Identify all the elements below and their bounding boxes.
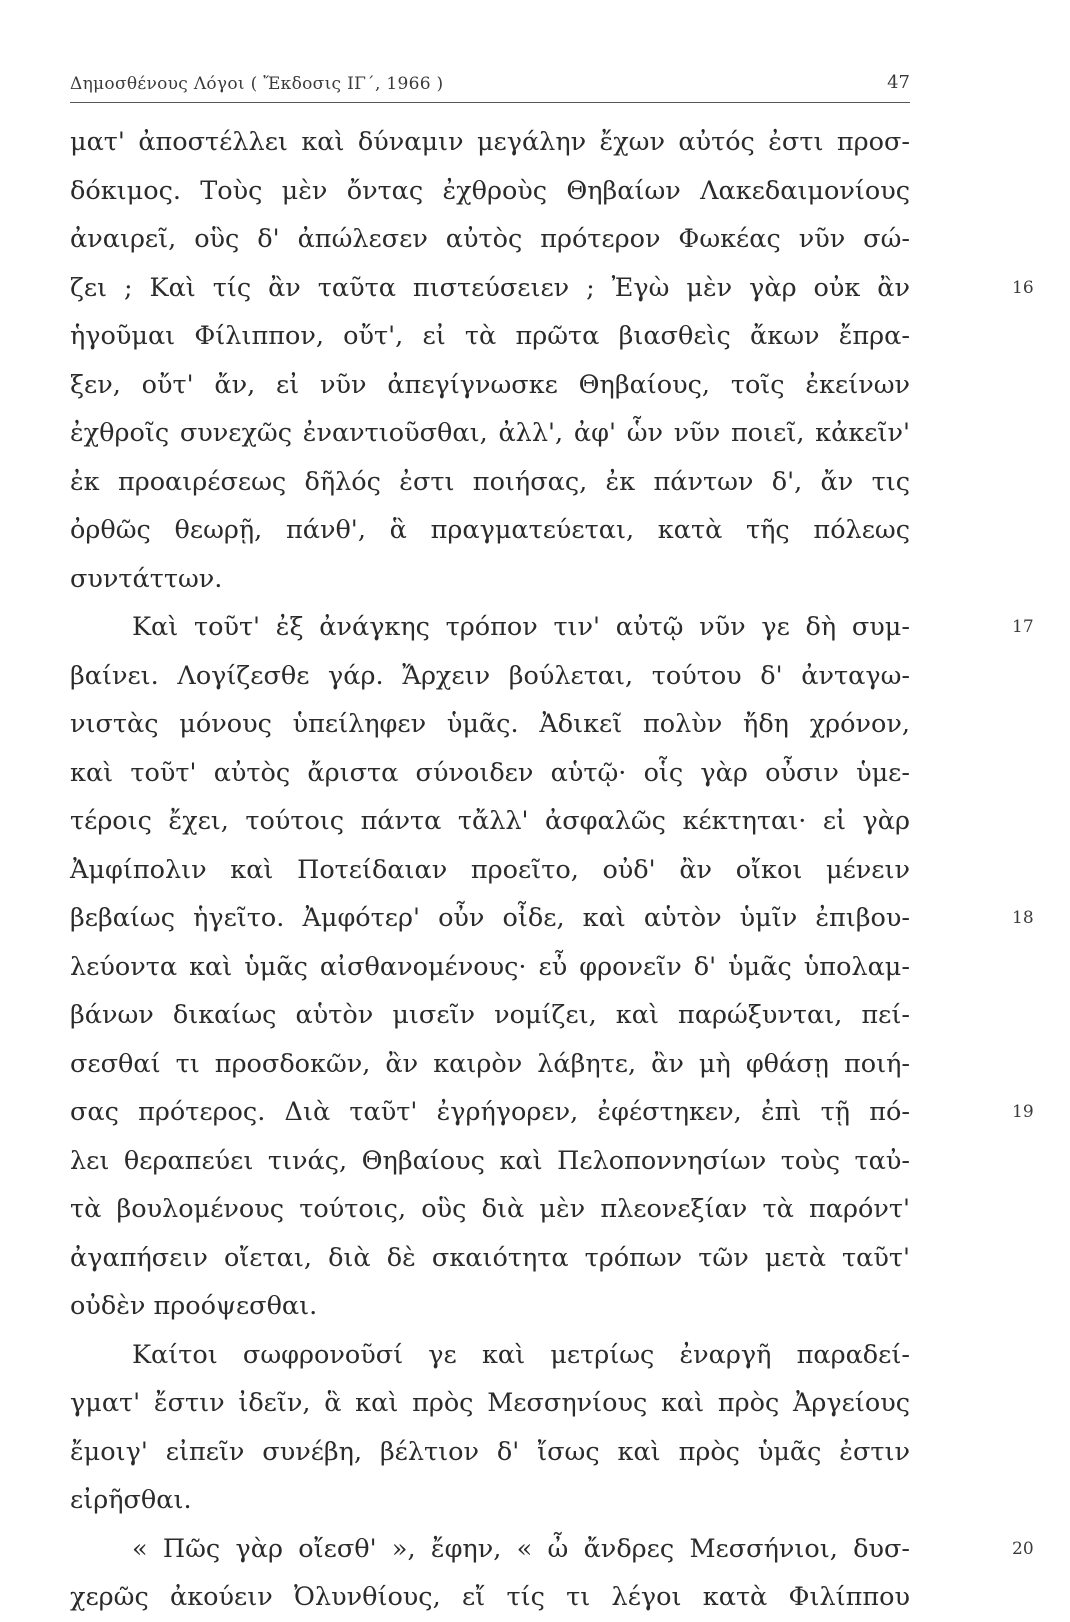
page-number: 47 [887, 72, 910, 93]
section-number: 17 [1012, 617, 1034, 637]
text-line [70, 1185, 910, 1234]
text-line [70, 1137, 910, 1186]
text-line [70, 1040, 910, 1089]
running-header [70, 72, 910, 103]
text-line [70, 215, 910, 264]
text-line-content: τὰ βουλομένους τούτοις, οὓς διὰ μὲν πλεονεξίαν τὰ παρόντ' [70, 1194, 910, 1224]
text-line-content: γματ' ἔστιν ἰδεῖν, ἃ καὶ πρὸς Μεσσηνίους καὶ πρὸς Ἀργείους [70, 1388, 910, 1418]
text-line-content: δόκιμος. Τοὺς μὲν ὄντας ἐχθροὺς Θηβαίων Λακεδαιμονίους [70, 175, 910, 206]
text-line-content: Καίτοι σωφρονοῦσί γε καὶ μετρίως ἐναργῆ παραδεί- [132, 1339, 910, 1370]
text-line-content: βεβαίως ἡγεῖτο. Ἀμφότερ' οὖν οἶδε, καὶ αὑτὸν ὑμῖν ἐπιβου- [70, 903, 910, 933]
text-line [70, 991, 910, 1040]
text-line-content: ζει ; Καὶ τίς ἂν ταῦτα πιστεύσειεν ; Ἐγὼ μὲν γὰρ οὐκ ἂν [70, 272, 910, 303]
text-line [70, 264, 1034, 313]
text-line-content: εἰρῆσθαι. [70, 1485, 192, 1515]
text-line [70, 1525, 1034, 1574]
text-line [70, 1282, 910, 1331]
running-title: Δημοσθένους Λόγοι ( Ἔκδοσις ΙΓ΄, 1966 ) [70, 74, 444, 94]
text-line-content: ξεν, οὔτ' ἄν, εἰ νῦν ἀπεγίγνωσκε Θηβαίους, τοῖς ἐκείνων [70, 369, 910, 400]
text-line [70, 603, 1034, 652]
text-line [70, 458, 910, 507]
text-line [70, 652, 910, 701]
text-line [70, 797, 910, 846]
text-line-content: λει θεραπεύει τινάς, Θηβαίους καὶ Πελοποννησίων τοὺς ταὐ- [70, 1145, 910, 1176]
text-line-content: νιστὰς μόνους ὑπείληφεν ὑμᾶς. Ἀδικεῖ πολὺν ἤδη χρόνον, [70, 709, 910, 739]
text-line-content: ἐκ προαιρέσεως δῆλός ἐστι ποιήσας, ἐκ πάντων δ', ἄν τις [70, 466, 910, 497]
text-line [70, 943, 910, 992]
text-line-content: ἐχθροῖς συνεχῶς ἐναντιοῦσθαι, ἀλλ', ἀφ' ὧν νῦν ποιεῖ, κἀκεῖν' [70, 418, 910, 448]
text-line-content: καὶ τοῦτ' αὐτὸς ἄριστα σύνοιδεν αὑτῷ· οἷς γὰρ οὖσιν ὑμε- [70, 757, 910, 788]
section-number: 18 [1012, 908, 1034, 928]
text-line [70, 1573, 910, 1622]
text-line-content: Καὶ τοῦτ' ἐξ ἀνάγκης τρόπον τιν' αὐτῷ νῦν γε δὴ συμ- [132, 612, 910, 642]
text-line-content: ἔμοιγ' εἰπεῖν συνέβη, βέλτιον δ' ἴσως καὶ πρὸς ὑμᾶς ἐστιν [70, 1436, 910, 1467]
text-line-content: λεύοντα καὶ ὑμᾶς αἰσθανομένους· εὖ φρονεῖν δ' ὑμᾶς ὑπολαμ- [70, 951, 910, 982]
text-line-content: τέροις ἔχει, τούτοις πάντα τἄλλ' ἀσφαλῶς κέκτηται· εἰ γὰρ [70, 806, 910, 836]
text-line-content: ματ' ἀποστέλλει καὶ δύναμιν μεγάλην ἔχων αὐτός ἐστι προσ- [70, 127, 910, 157]
text-line [70, 1088, 1034, 1137]
text-line-content: ὀρθῶς θεωρῇ, πάνθ', ἃ πραγματεύεται, κατὰ τῆς πόλεως [70, 515, 910, 545]
text-line [70, 846, 910, 895]
text-line-content: βάνων δικαίως αὑτὸν μισεῖν νομίζει, καὶ παρώξυνται, πεί- [70, 1000, 910, 1030]
text-line-content: Ἀμφίπολιν καὶ Ποτείδαιαν προεῖτο, οὐδ' ἂν οἴκοι μένειν [70, 854, 910, 885]
text-line-content: οὐδὲν προόψεσθαι. [70, 1291, 318, 1321]
text-line [70, 361, 910, 410]
text-line [70, 506, 910, 555]
section-number: 19 [1012, 1102, 1034, 1122]
text-line [70, 1331, 910, 1380]
text-line [70, 1476, 910, 1525]
text-line [70, 312, 910, 361]
text-line [70, 167, 910, 216]
text-line-content: χερῶς ἀκούειν Ὀλυνθίους, εἴ τίς τι λέγοι κατὰ Φιλίππου [70, 1582, 910, 1612]
text-line-content: « Πῶς γὰρ οἴεσθ' », ἔφην, « ὦ ἄνδρες Μεσσήνιοι, δυσ- [132, 1533, 910, 1564]
text-line-content: σας πρότερος. Διὰ ταῦτ' ἐγρήγορεν, ἐφέστηκεν, ἐπὶ τῇ πό- [70, 1097, 910, 1127]
text-line-content: συντάττων. [70, 563, 223, 594]
text-line [70, 894, 1034, 943]
text-line [70, 700, 910, 749]
text-line [70, 1234, 910, 1283]
text-line [70, 409, 910, 458]
section-number: 20 [1012, 1538, 1034, 1559]
text-line-content: ἡγοῦμαι Φίλιππον, οὔτ', εἰ τὰ πρῶτα βιασθεὶς ἄκων ἔπρα- [70, 321, 910, 351]
text-line [70, 1379, 910, 1428]
text-line [70, 555, 910, 604]
text-line-content: βαίνει. Λογίζεσθε γάρ. Ἄρχειν βούλεται, τούτου δ' ἀνταγω- [70, 660, 910, 691]
body-text [70, 118, 1034, 1622]
text-line-content: ἀγαπήσειν οἴεται, διὰ δὲ σκαιότητα τρόπων τῶν μετὰ ταῦτ' [70, 1242, 910, 1273]
text-line-content: σεσθαί τι προσδοκῶν, ἂν καιρὸν λάβητε, ἂν μὴ φθάσῃ ποιή- [70, 1048, 910, 1079]
text-line [70, 749, 910, 798]
text-line [70, 118, 910, 167]
text-line-content: ἀναιρεῖ, οὓς δ' ἀπώλεσεν αὐτὸς πρότερον Φωκέας νῦν σώ- [70, 224, 910, 254]
section-number: 16 [1012, 277, 1034, 298]
text-line [70, 1428, 910, 1477]
